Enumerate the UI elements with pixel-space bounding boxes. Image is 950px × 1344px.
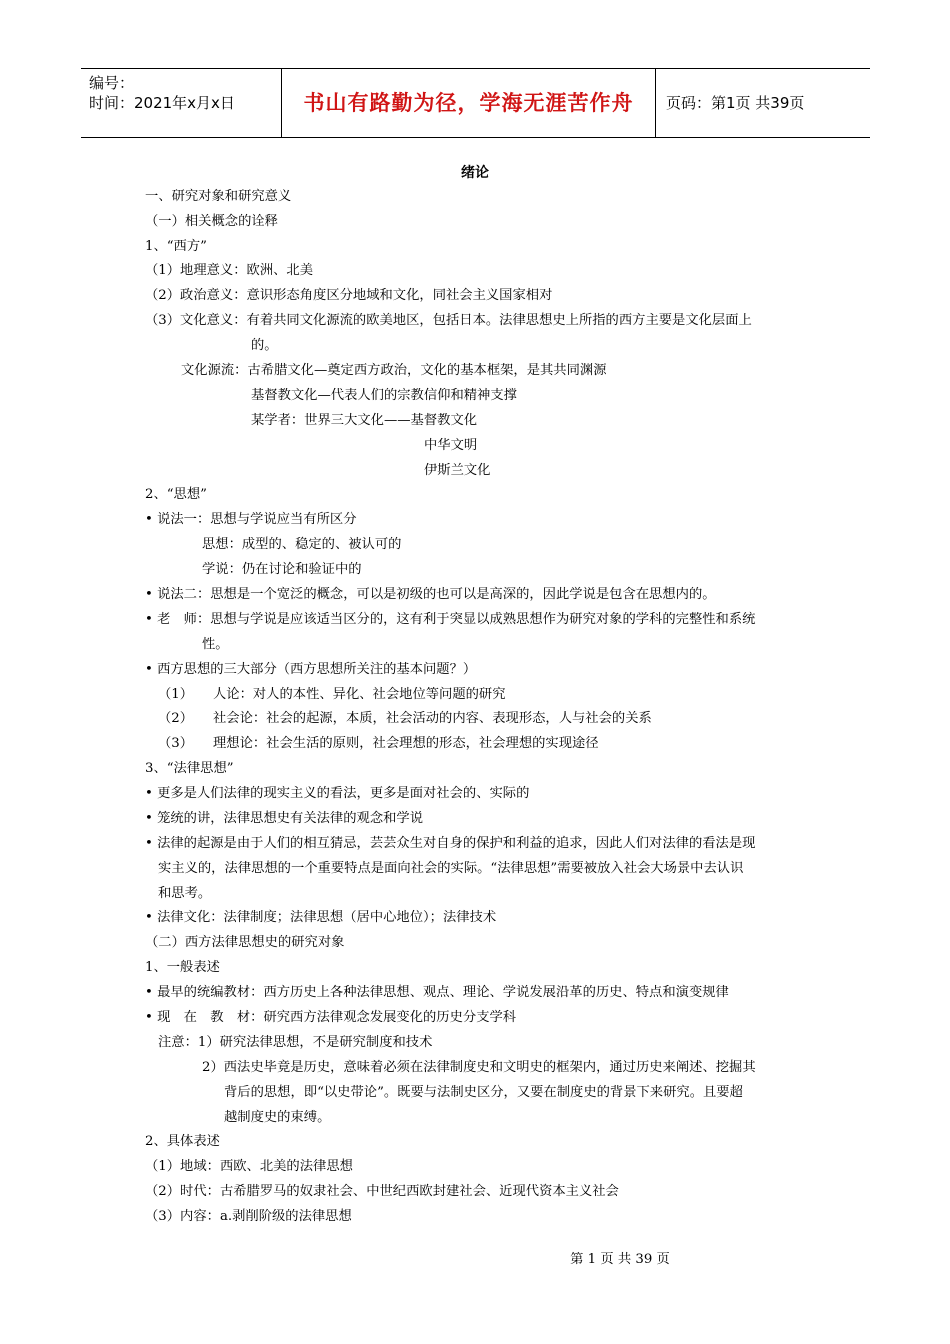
header-divider xyxy=(655,69,656,137)
body-line: • 西方思想的三大部分（西方思想所关注的基本问题？） xyxy=(145,662,477,677)
body-line: 越制度史的束缚。 xyxy=(224,1110,331,1125)
body-line: （1）地理意义：欧洲、北美 xyxy=(145,263,314,278)
body-line: 3、“法律思想” xyxy=(145,761,234,776)
body-line: 思想：成型的、稳定的、被认可的 xyxy=(202,537,402,552)
header-divider xyxy=(281,69,282,137)
header-left xyxy=(89,73,235,113)
body-line: （3）内容：a.剥削阶级的法律思想 xyxy=(145,1209,352,1224)
page-header xyxy=(81,68,870,138)
body-line: 和思考。 xyxy=(158,886,212,901)
body-line: • 说法一：思想与学说应当有所区分 xyxy=(145,512,357,527)
body-line: 的。 xyxy=(251,338,278,353)
document-number-label: 编号： xyxy=(89,74,135,92)
body-line: 实主义的，法律思想的一个重要特点是面向社会的实际。“法律思想”需要被放入社会大场景中去认识 xyxy=(158,861,744,876)
body-line: （3） 理想论：社会生活的原则，社会理想的形态，社会理想的实现途径 xyxy=(158,736,599,751)
section-title: 绪论 xyxy=(461,165,489,181)
body-line: • 说法二：思想是一个宽泛的概念，可以是初级的也可以是高深的，因此学说是包含在思想内的。 xyxy=(145,587,716,602)
body-line: 性。 xyxy=(202,637,229,652)
body-line: 文化源流：古希腊文化—奠定西方政治，文化的基本框架，是其共同渊源 xyxy=(181,363,607,378)
body-line: • 老 师：思想与学说是应该适当区分的，这有利于突显以成熟思想作为研究对象的学科的完整性和系统 xyxy=(145,612,756,627)
document-date-label: 时间：2021年x月x日 xyxy=(89,94,235,112)
page-footer: 第 1 页 共 39 页 xyxy=(570,1252,670,1267)
body-line: （二）西方法律思想史的研究对象 xyxy=(145,935,345,950)
body-line: • 最早的统编教材：西方历史上各种法律思想、观点、理论、学说发展沿革的历史、特点和演变规律 xyxy=(145,985,729,1000)
body-line: 学说：仍在讨论和验证中的 xyxy=(202,562,362,577)
body-line: （2） 社会论：社会的起源，本质，社会活动的内容、表现形态，人与社会的关系 xyxy=(158,711,652,726)
body-line: • 笼统的讲，法律思想史有关法律的观念和学说 xyxy=(145,811,424,826)
body-line: 1、一般表述 xyxy=(145,960,220,975)
body-line: • 现 在 教 材：研究西方法律观念发展变化的历史分支学科 xyxy=(145,1010,517,1025)
header-page-number: 页码：第1页 共39页 xyxy=(666,94,805,112)
body-line: （2）时代：古希腊罗马的奴隶社会、中世纪西欧封建社会、近现代资本主义社会 xyxy=(145,1184,619,1199)
body-line: （一）相关概念的诠释 xyxy=(145,214,278,229)
body-line: 2、“思想” xyxy=(145,487,207,502)
body-line: • 法律的起源是由于人们的相互猜忌，芸芸众生对自身的保护和利益的追求，因此人们对法律的看法是现 xyxy=(145,836,756,851)
body-line: 2）西法史毕竟是历史，意味着必须在法律制度史和文明史的框架内，通过历史来阐述、挖掘其 xyxy=(202,1060,756,1075)
body-line: （1） 人论：对人的本性、异化、社会地位等问题的研究 xyxy=(158,687,506,702)
body-line: （1）地域：西欧、北美的法律思想 xyxy=(145,1159,353,1174)
body-line: （2）政治意义：意识形态角度区分地域和文化，同社会主义国家相对 xyxy=(145,288,553,303)
body-line: 某学者：世界三大文化——基督教文化 xyxy=(251,413,478,428)
body-line: 基督教文化—代表人们的宗教信仰和精神支撑 xyxy=(251,388,517,403)
body-line: 背后的思想，即“以史带论”。既要与法制史区分，又要在制度史的背景下来研究。且要超 xyxy=(224,1085,743,1100)
body-line: • 更多是人们法律的现实主义的看法，更多是面对社会的、实际的 xyxy=(145,786,530,801)
body-line: （3）文化意义：有着共同文化源流的欧美地区，包括日本。法律思想史上所指的西方主要是文化层面上 xyxy=(145,313,752,328)
body-line: 1、“西方” xyxy=(145,239,207,254)
body-line: 注意：1）研究法律思想，不是研究制度和技术 xyxy=(158,1035,433,1050)
body-line: 中华文明 xyxy=(424,438,478,453)
body-line: 2、具体表述 xyxy=(145,1134,220,1149)
body-line: 一、研究对象和研究意义 xyxy=(145,189,292,204)
header-motto: 书山有路勤为径，学海无涯苦作舟 xyxy=(303,91,634,115)
body-line: 伊斯兰文化 xyxy=(424,463,491,478)
body-line: • 法律文化：法律制度；法律思想（居中心地位）；法律技术 xyxy=(145,910,497,925)
